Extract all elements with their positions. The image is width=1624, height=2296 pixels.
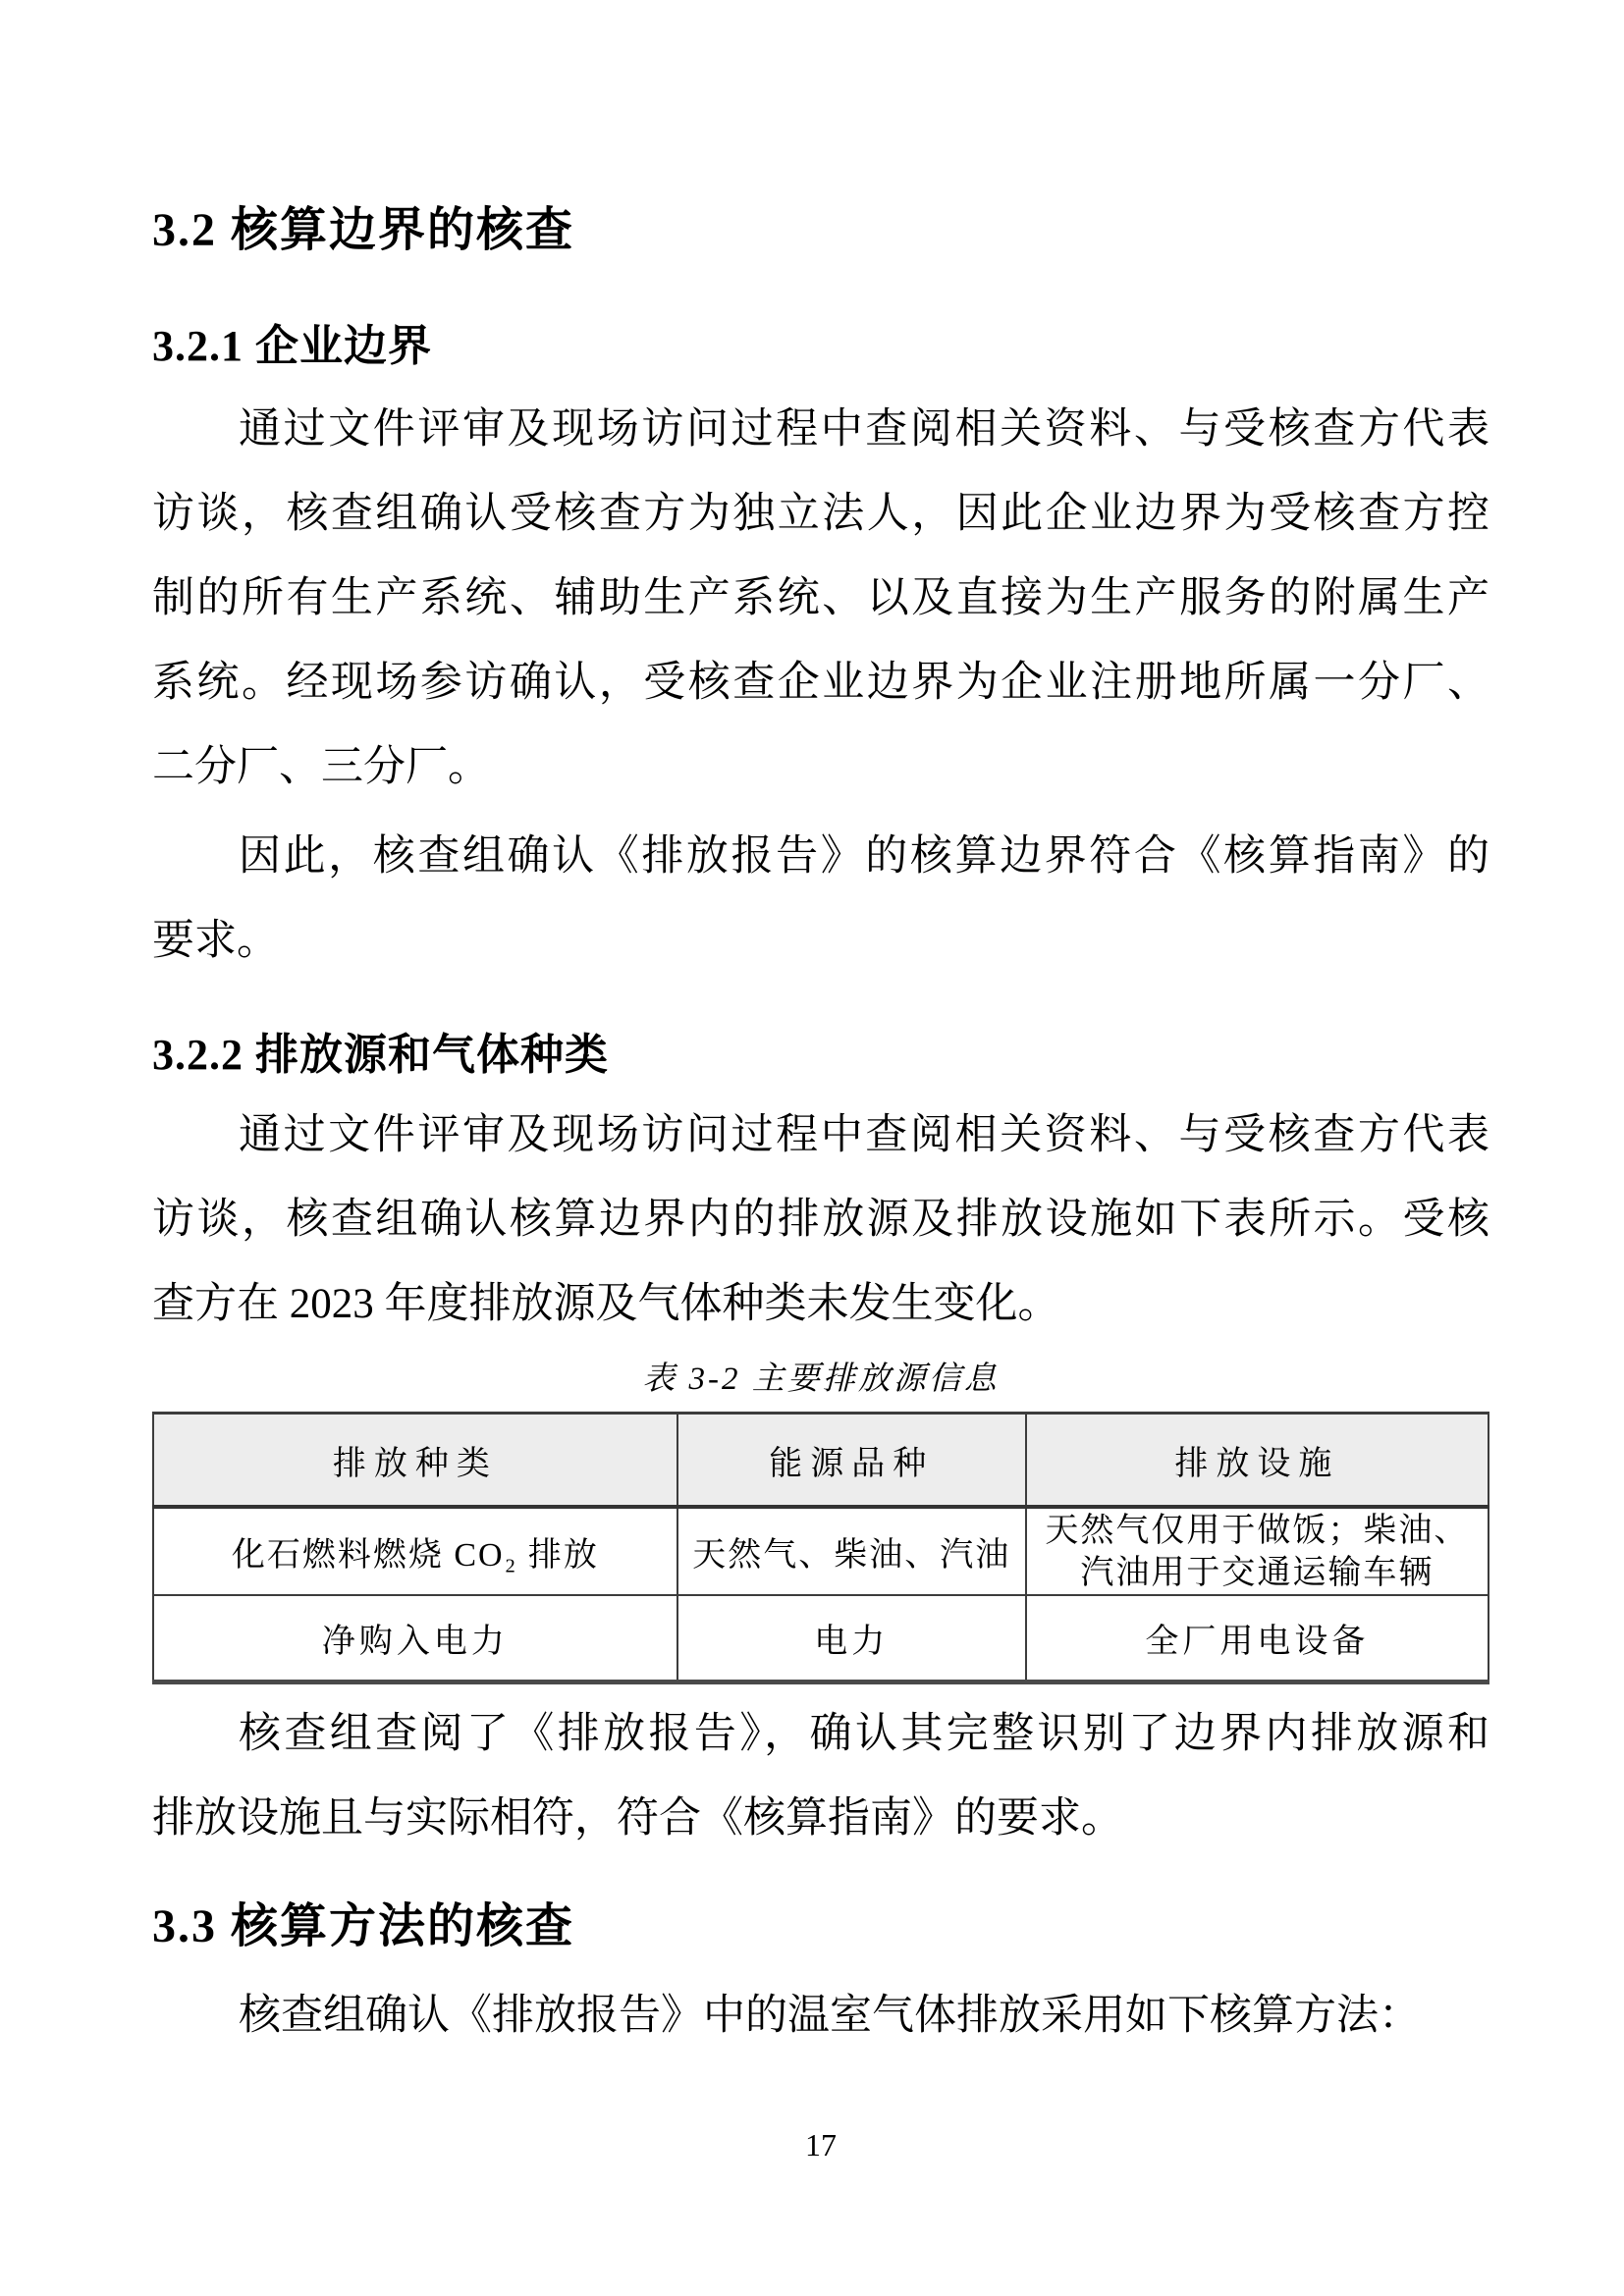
paragraph-line: 通过文件评审及现场访问过程中查阅相关资料、与受核查方代表	[239, 406, 1489, 453]
paragraph-line: 系统。经现场参访确认，受核查企业边界为企业注册地所属一分厂、	[152, 660, 1489, 706]
table-row	[153, 1595, 1489, 1682]
paragraph-line: 访谈，核查组确认核算边界内的排放源及排放设施如下表所示。受核	[152, 1197, 1489, 1243]
paragraph-line: 查方在 2023 年度排放源及气体种类未发生变化。	[152, 1281, 1060, 1327]
table-header-row	[153, 1414, 1489, 1508]
paragraph-line: 访谈，核查组确认受核查方为独立法人，因此企业边界为受核查方控	[152, 491, 1489, 537]
paragraph-table-conclusion	[152, 1692, 1489, 1861]
header-emission-type: 排放种类	[153, 1414, 677, 1508]
table-caption: 表 3-2 主要排放源信息	[642, 1362, 1000, 1397]
paragraph-boundary-conclusion	[152, 815, 1489, 984]
table-row	[153, 1507, 1489, 1595]
paragraph-line: 制的所有生产系统、辅助生产系统、以及直接为生产服务的附属生产	[152, 575, 1489, 621]
cell-facility-line: 天然气仅用于做饭；柴油、	[1045, 1512, 1470, 1549]
document-page	[152, 0, 1489, 2187]
header-facility: 排放设施	[1026, 1414, 1489, 1508]
cell-facility	[1026, 1507, 1489, 1595]
cell-facility-line: 汽油用于交通运输车辆	[1080, 1554, 1435, 1591]
paragraph-line: 因此，核查组确认《排放报告》的核算边界符合《核算指南》的	[239, 833, 1489, 880]
section-heading-3-3: 3.3 核算方法的核查	[152, 1900, 575, 1952]
paragraph-emission-sources	[152, 1094, 1489, 1347]
paragraph-line: 通过文件评审及现场访问过程中查阅相关资料、与受核查方代表	[239, 1112, 1489, 1158]
cell-energy-kind: 电力	[677, 1595, 1026, 1682]
header-energy-kind: 能源品种	[677, 1414, 1026, 1508]
paragraph-enterprise-boundary	[152, 388, 1489, 810]
cell-emission-type: 化石燃料燃烧 CO₂ 排放	[153, 1507, 677, 1595]
cell-energy-kind: 天然气、柴油、汽油	[677, 1507, 1026, 1595]
section-heading-3-2-1: 3.2.1 企业边界	[152, 322, 432, 370]
paragraph-line: 排放设施且与实际相符，符合《核算指南》的要求。	[152, 1795, 1123, 1842]
paragraph-line: 二分厂、三分厂。	[152, 744, 490, 790]
section-heading-3-2-2: 3.2.2 排放源和气体种类	[152, 1031, 609, 1079]
paragraph-line: 要求。	[152, 918, 279, 964]
cell-facility: 全厂用电设备	[1026, 1595, 1489, 1682]
paragraph-line: 核查组确认《排放报告》中的温室气体排放采用如下核算方法：	[239, 1993, 1421, 2039]
cell-emission-type: 净购入电力	[153, 1595, 677, 1682]
paragraph-method-intro	[152, 1974, 1489, 2058]
paragraph-line: 核查组查阅了《排放报告》，确认其完整识别了边界内排放源和	[239, 1711, 1489, 1757]
section-heading-3-2: 3.2 核算边界的核查	[152, 204, 575, 256]
page-number: 17	[805, 2127, 837, 2163]
emission-source-table	[152, 1412, 1489, 1684]
